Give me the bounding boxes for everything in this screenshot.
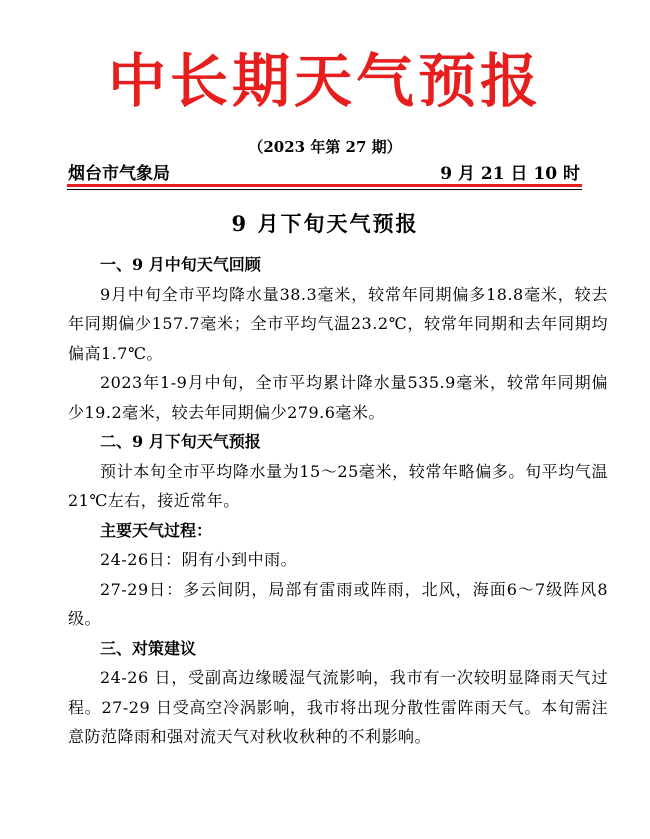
red-divider [67,184,582,187]
paragraph: 2023年1-9月中旬，全市平均累计降水量535.9毫米，较常年同期偏少19.2毫米，较去年同期偏少279.6毫米。 [68,373,608,422]
document-body [68,250,608,752]
masthead-title: 中长期天气预报 [107,47,542,115]
section-heading: 三、对策建议 [100,638,197,658]
document-title: 9 月下旬天气预报 [231,211,419,236]
paragraph: 9月中旬全市平均降水量38.3毫米，较常年同期偏多18.8毫米，较去年同期偏少157.7毫米；全市平均气温23.2℃，较常年同期和去年同期均偏高1.7℃。 [68,284,608,363]
paragraph: 预计本旬全市平均降水量为15～25毫米，较常年略偏多。旬平均气温21℃左右，接近常年。 [68,461,608,510]
issue-number: （2023 年第 27 期） [248,138,402,156]
paragraph: 24-26 日，受副高边缘暖湿气流影响，我市有一次较明显降雨天气过程。27-29 日受高空冷涡影响，我市将出现分散性雷阵雨天气。本旬需注意防范降雨和强对流天气对秋收秋种的不利影响。 [68,668,608,746]
issue-date: 9 月 21 日 10 时 [440,164,580,184]
section-heading: 主要天气过程： [100,520,213,540]
issuer-row [68,162,580,186]
section-heading: 二、9 月下旬天气预报 [100,432,261,451]
issuer-name: 烟台市气象局 [68,164,170,184]
black-divider [67,189,582,190]
section-heading: 一、9 月中旬天气回顾 [100,255,261,274]
paragraph: 24-26日：阴有小到中雨。 [100,550,298,569]
paragraph: 27-29日：多云间阴，局部有雷雨或阵雨，北风，海面6～7级阵风8级。 [68,579,608,628]
